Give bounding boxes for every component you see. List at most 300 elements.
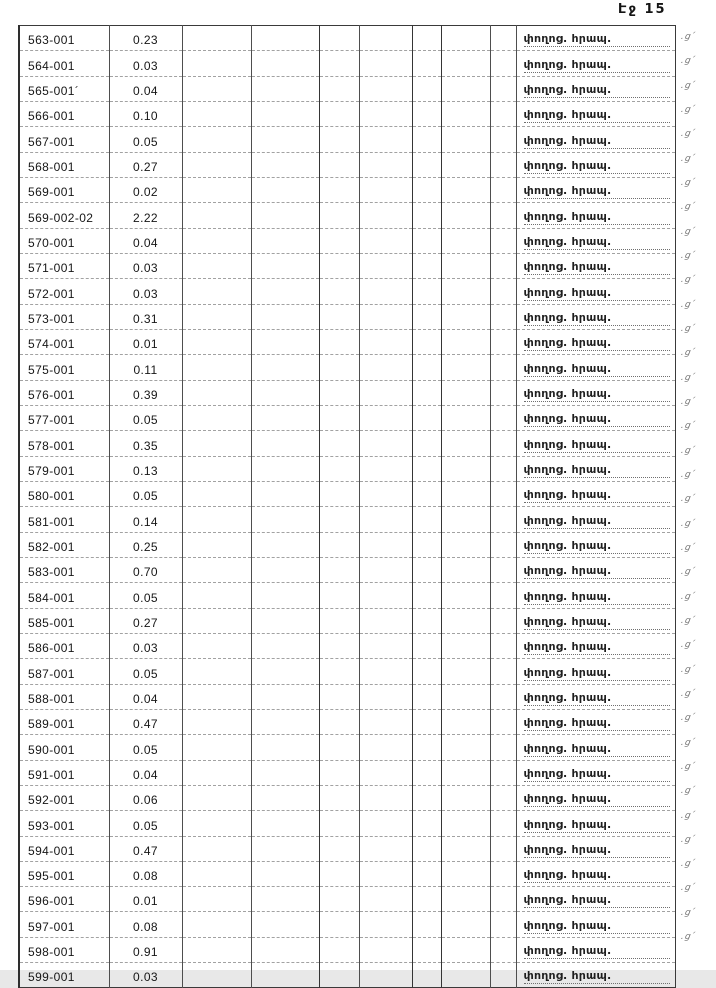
land-use-underline [524, 488, 670, 503]
land-use-cell [516, 507, 675, 532]
empty-cell [182, 709, 251, 734]
empty-cell [412, 583, 441, 608]
land-use-label: փողոց. հրապ. [523, 82, 612, 96]
area-cell [109, 152, 182, 177]
area-value: 0.25 [133, 539, 158, 554]
area-value: 0.05 [133, 666, 158, 681]
empty-cell [319, 203, 359, 228]
table-row [19, 304, 675, 329]
empty-cell [182, 608, 251, 633]
parcel-id-cell [19, 887, 109, 912]
area-cell [109, 709, 182, 734]
area-value: 0.04 [133, 235, 158, 250]
land-use-cell [516, 557, 675, 582]
edge-mark: .ց՛ [680, 518, 696, 529]
empty-cell [441, 557, 490, 582]
land-use-underline [524, 438, 670, 453]
edge-mark: .ց՛ [680, 178, 696, 189]
empty-cell [490, 405, 516, 430]
parcel-id: 584-001 [28, 590, 75, 605]
area-cell [109, 253, 182, 278]
empty-cell [441, 456, 490, 481]
empty-cell [319, 760, 359, 785]
empty-cell [441, 228, 490, 253]
empty-cell [251, 684, 319, 709]
empty-cell [359, 912, 412, 937]
area-value: 0.31 [133, 311, 158, 326]
land-use-label: փողոց. հրապ. [523, 969, 612, 983]
empty-cell [182, 557, 251, 582]
table-row [19, 507, 675, 532]
area-cell [109, 405, 182, 430]
parcel-id-cell [19, 355, 109, 380]
empty-cell [182, 912, 251, 937]
empty-cell [319, 963, 359, 988]
empty-cell [251, 887, 319, 912]
parcel-id-cell [19, 507, 109, 532]
area-value: 0.39 [133, 387, 158, 402]
parcel-id: 597-001 [28, 919, 75, 934]
empty-cell [319, 481, 359, 506]
empty-cell [182, 532, 251, 557]
empty-cell [251, 507, 319, 532]
parcel-id: 580-001 [28, 489, 75, 504]
edge-mark: .ց՛ [680, 689, 696, 700]
edge-mark: .ց՛ [680, 616, 696, 627]
empty-cell [359, 304, 412, 329]
empty-cell [412, 760, 441, 785]
empty-cell [359, 127, 412, 152]
land-use-cell [516, 532, 675, 557]
land-use-label: փողոց. հրապ. [523, 944, 612, 958]
empty-cell [251, 329, 319, 354]
empty-cell [359, 405, 412, 430]
area-value: 0.02 [133, 185, 158, 200]
land-use-cell [516, 355, 675, 380]
empty-cell [319, 507, 359, 532]
area-value: 0.03 [133, 970, 158, 985]
empty-cell [412, 532, 441, 557]
area-value: 0.27 [133, 615, 158, 630]
empty-cell [441, 127, 490, 152]
parcel-id: 581-001 [28, 514, 75, 529]
edge-mark: .ց՛ [680, 810, 696, 821]
empty-cell [490, 836, 516, 861]
land-use-underline [524, 615, 670, 630]
empty-cell [412, 152, 441, 177]
empty-cell [251, 304, 319, 329]
table-row [19, 279, 675, 304]
land-use-cell [516, 785, 675, 810]
area-cell [109, 431, 182, 456]
empty-cell [182, 456, 251, 481]
empty-cell [319, 101, 359, 126]
table-row [19, 760, 675, 785]
land-use-underline [524, 767, 670, 782]
parcel-id-cell [19, 203, 109, 228]
empty-cell [412, 709, 441, 734]
empty-cell [441, 912, 490, 937]
parcel-id-cell [19, 26, 109, 51]
empty-cell [359, 963, 412, 988]
land-use-underline [524, 666, 670, 681]
parcel-id: 574-001 [28, 337, 75, 352]
area-value: 0.03 [133, 261, 158, 276]
empty-cell [182, 51, 251, 76]
land-use-underline [524, 83, 670, 98]
parcel-id-cell [19, 152, 109, 177]
parcel-id: 585-001 [28, 615, 75, 630]
parcel-id-cell [19, 127, 109, 152]
empty-cell [412, 557, 441, 582]
empty-cell [319, 633, 359, 658]
empty-cell [182, 684, 251, 709]
empty-cell [319, 51, 359, 76]
area-value: 0.70 [133, 565, 158, 580]
empty-cell [441, 633, 490, 658]
edge-mark: .ց՛ [680, 859, 696, 870]
table-row [19, 735, 675, 760]
empty-cell [182, 228, 251, 253]
land-use-label: փողոց. հրապ. [523, 589, 612, 603]
area-value: 0.47 [133, 717, 158, 732]
parcel-id-cell [19, 659, 109, 684]
empty-cell [412, 735, 441, 760]
empty-cell [182, 633, 251, 658]
land-use-label: փողոց. հրապ. [523, 792, 612, 806]
land-use-cell [516, 177, 675, 202]
land-use-underline [524, 387, 670, 402]
land-use-underline [524, 716, 670, 731]
parcel-id: 570-001 [28, 235, 75, 250]
empty-cell [251, 127, 319, 152]
empty-cell [441, 253, 490, 278]
land-use-label: փողոց. հրապ. [523, 741, 612, 755]
table-row [19, 912, 675, 937]
area-cell [109, 633, 182, 658]
land-use-label: փողոց. հրապ. [523, 817, 612, 831]
empty-cell [251, 608, 319, 633]
empty-cell [412, 228, 441, 253]
empty-cell [319, 912, 359, 937]
land-use-label: փողոց. հրապ. [523, 310, 612, 324]
area-value: 0.03 [133, 58, 158, 73]
empty-cell [251, 659, 319, 684]
area-cell [109, 51, 182, 76]
empty-cell [251, 203, 319, 228]
land-use-underline [524, 539, 670, 554]
empty-cell [412, 963, 441, 988]
empty-cell [490, 26, 516, 51]
table-row [19, 228, 675, 253]
empty-cell [412, 456, 441, 481]
empty-cell [182, 355, 251, 380]
empty-cell [319, 811, 359, 836]
area-value: 0.04 [133, 767, 158, 782]
empty-cell [412, 127, 441, 152]
parcel-id: 564-001 [28, 58, 75, 73]
parcel-id-cell [19, 51, 109, 76]
empty-cell [441, 937, 490, 962]
empty-cell [359, 760, 412, 785]
edge-mark: .ց՛ [680, 907, 696, 918]
parcel-id: 594-001 [28, 843, 75, 858]
empty-cell [412, 304, 441, 329]
area-cell [109, 177, 182, 202]
empty-cell [441, 684, 490, 709]
table-row [19, 963, 675, 988]
land-use-underline [524, 32, 670, 47]
parcel-id: 598-001 [28, 945, 75, 960]
land-use-cell [516, 963, 675, 988]
edge-mark: .ց՛ [680, 786, 696, 797]
area-value: 0.08 [133, 919, 158, 934]
empty-cell [490, 532, 516, 557]
empty-cell [319, 861, 359, 886]
empty-cell [441, 101, 490, 126]
area-cell [109, 557, 182, 582]
area-value: 0.91 [133, 945, 158, 960]
empty-cell [490, 760, 516, 785]
empty-cell [490, 937, 516, 962]
parcel-id: 579-001 [28, 463, 75, 478]
empty-cell [490, 861, 516, 886]
land-use-underline [524, 336, 670, 351]
area-cell [109, 456, 182, 481]
parcel-id: 566-001 [28, 109, 75, 124]
area-cell [109, 937, 182, 962]
table-row [19, 887, 675, 912]
edge-mark: .ց՛ [680, 470, 696, 481]
table-row [19, 405, 675, 430]
parcel-id: 590-001 [28, 742, 75, 757]
land-use-label: փողոց. հրապ. [523, 538, 612, 552]
empty-cell [490, 684, 516, 709]
empty-cell [359, 583, 412, 608]
area-cell [109, 76, 182, 101]
empty-cell [319, 735, 359, 760]
table-row [19, 785, 675, 810]
parcel-id: 599-001 [28, 970, 75, 985]
empty-cell [319, 785, 359, 810]
empty-cell [490, 583, 516, 608]
empty-cell [412, 355, 441, 380]
empty-cell [251, 279, 319, 304]
empty-cell [182, 431, 251, 456]
empty-cell [441, 608, 490, 633]
table-row [19, 709, 675, 734]
land-use-label: փողոց. հրապ. [523, 868, 612, 882]
edge-mark: .ց՛ [680, 932, 696, 943]
empty-cell [359, 228, 412, 253]
empty-cell [319, 405, 359, 430]
empty-cell [490, 228, 516, 253]
table-row [19, 861, 675, 886]
area-cell [109, 861, 182, 886]
area-value: 0.03 [133, 641, 158, 656]
empty-cell [182, 785, 251, 810]
empty-cell [490, 177, 516, 202]
empty-cell [412, 253, 441, 278]
land-use-cell [516, 684, 675, 709]
parcel-id-cell [19, 608, 109, 633]
empty-cell [319, 684, 359, 709]
area-value: 0.05 [133, 818, 158, 833]
land-use-cell [516, 51, 675, 76]
empty-cell [412, 608, 441, 633]
empty-cell [319, 152, 359, 177]
page-number-label: Էջ 15 [618, 2, 667, 17]
empty-cell [251, 912, 319, 937]
empty-cell [412, 279, 441, 304]
empty-cell [412, 203, 441, 228]
parcel-id: 571-001 [28, 261, 75, 276]
empty-cell [412, 51, 441, 76]
empty-cell [182, 253, 251, 278]
empty-cell [412, 76, 441, 101]
empty-cell [490, 152, 516, 177]
table-row [19, 101, 675, 126]
land-use-cell [516, 760, 675, 785]
parcel-id-cell [19, 912, 109, 937]
land-use-cell [516, 431, 675, 456]
empty-cell [359, 937, 412, 962]
parcel-id-cell [19, 532, 109, 557]
empty-cell [319, 583, 359, 608]
empty-cell [359, 659, 412, 684]
empty-cell [319, 659, 359, 684]
empty-cell [319, 836, 359, 861]
empty-cell [251, 355, 319, 380]
parcel-id-cell [19, 456, 109, 481]
land-use-cell [516, 709, 675, 734]
land-use-label: փողոց. հրապ. [523, 513, 612, 527]
land-use-label: փողոց. հրապ. [523, 158, 612, 172]
parcel-id-cell [19, 329, 109, 354]
land-use-cell [516, 481, 675, 506]
land-use-label: փողոց. հրապ. [523, 564, 612, 578]
land-use-underline [524, 412, 670, 427]
parcel-id-cell [19, 431, 109, 456]
empty-cell [490, 481, 516, 506]
area-value: 0.08 [133, 869, 158, 884]
empty-cell [319, 329, 359, 354]
edge-mark: .ց՛ [680, 713, 696, 724]
empty-cell [490, 76, 516, 101]
parcel-id: 568-001 [28, 159, 75, 174]
area-value: 0.47 [133, 843, 158, 858]
empty-cell [251, 431, 319, 456]
land-use-cell [516, 659, 675, 684]
empty-cell [412, 481, 441, 506]
parcel-id-cell [19, 785, 109, 810]
parcel-id-cell [19, 76, 109, 101]
land-use-underline [524, 159, 670, 174]
edge-mark: .ց՛ [680, 664, 696, 675]
empty-cell [359, 76, 412, 101]
land-use-underline [524, 184, 670, 199]
land-use-label: փողոց. հրապ. [523, 918, 612, 932]
empty-cell [441, 76, 490, 101]
empty-cell [490, 557, 516, 582]
empty-cell [251, 456, 319, 481]
empty-cell [359, 51, 412, 76]
empty-cell [441, 659, 490, 684]
empty-cell [490, 329, 516, 354]
land-use-label: փողոց. հրապ. [523, 893, 612, 907]
edge-mark: .ց՛ [680, 372, 696, 383]
area-cell [109, 532, 182, 557]
parcel-id-cell [19, 684, 109, 709]
edge-mark: .ց՛ [680, 762, 696, 772]
empty-cell [359, 329, 412, 354]
empty-cell [412, 405, 441, 430]
empty-cell [251, 811, 319, 836]
empty-cell [319, 253, 359, 278]
edge-mark: .ց՛ [680, 129, 696, 140]
land-use-cell [516, 380, 675, 405]
empty-cell [251, 735, 319, 760]
empty-cell [359, 203, 412, 228]
land-use-label: փողոց. հրապ. [523, 614, 612, 628]
edge-mark: .ց՛ [680, 421, 696, 432]
land-use-cell [516, 101, 675, 126]
land-use-cell [516, 228, 675, 253]
empty-cell [490, 887, 516, 912]
land-use-underline [524, 362, 670, 377]
empty-cell [490, 608, 516, 633]
edge-mark: .ց՛ [680, 299, 696, 310]
parcel-id: 575-001 [28, 362, 75, 377]
empty-cell [182, 760, 251, 785]
empty-cell [441, 735, 490, 760]
land-use-label: փողոց. հրապ. [523, 32, 612, 46]
parcel-id-cell [19, 279, 109, 304]
empty-cell [182, 405, 251, 430]
parcel-id-cell [19, 481, 109, 506]
land-use-cell [516, 887, 675, 912]
area-cell [109, 811, 182, 836]
parcel-id: 567-001 [28, 134, 75, 149]
edge-mark: .ց՛ [680, 275, 696, 286]
empty-cell [412, 887, 441, 912]
empty-cell [359, 253, 412, 278]
table-row [19, 76, 675, 101]
empty-cell [412, 811, 441, 836]
area-value: 0.10 [133, 109, 158, 124]
land-use-underline [524, 311, 670, 326]
parcel-id: 588-001 [28, 691, 75, 706]
table-row [19, 608, 675, 633]
area-cell [109, 355, 182, 380]
empty-cell [182, 481, 251, 506]
empty-cell [412, 912, 441, 937]
land-use-underline [524, 640, 670, 655]
table-row [19, 177, 675, 202]
land-use-underline [524, 742, 670, 757]
land-use-label: փողոց. հրապ. [523, 640, 612, 654]
empty-cell [251, 26, 319, 51]
area-cell [109, 380, 182, 405]
parcel-id: 589-001 [28, 717, 75, 732]
area-cell [109, 608, 182, 633]
land-use-underline [524, 58, 670, 73]
area-value: 0.04 [133, 83, 158, 98]
page-edge-marks [681, 25, 713, 949]
empty-cell [359, 811, 412, 836]
parcel-id: 593-001 [28, 818, 75, 833]
empty-cell [251, 101, 319, 126]
